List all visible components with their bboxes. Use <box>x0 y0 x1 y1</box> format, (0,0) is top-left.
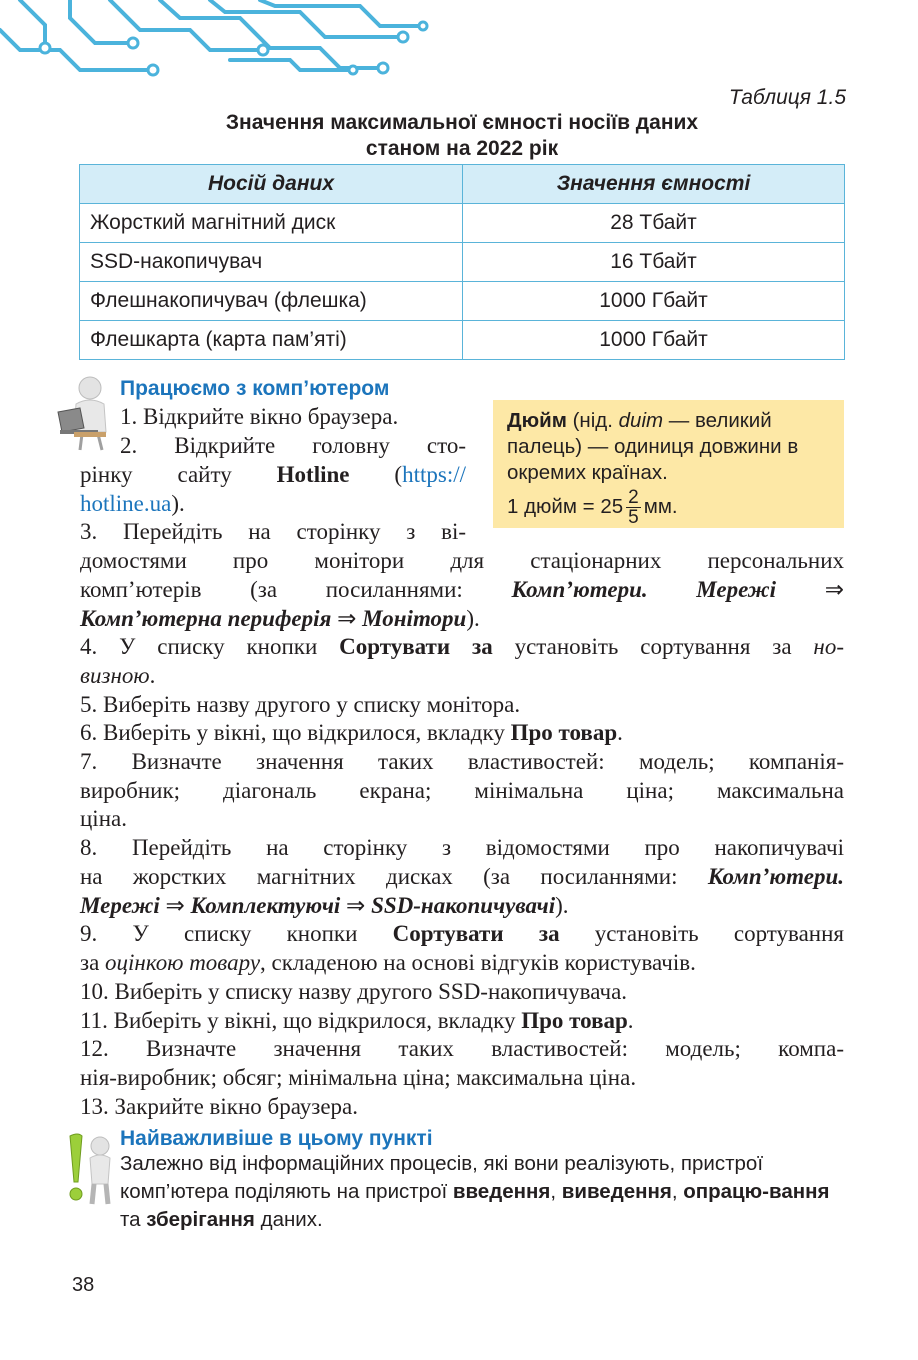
definition-term: Дюйм <box>507 409 567 432</box>
step-text: 10. Виберіть у списку назву другого SSD-накопичувача. <box>80 979 628 1004</box>
step-text: 7. Визначте значення таких властивостей: модель; компанія- <box>80 749 844 774</box>
step-text: . <box>627 1008 634 1033</box>
step-line <box>80 1094 844 1120</box>
step-text: Комп’ютери. <box>707 864 844 889</box>
step-text: Hotline <box>276 462 350 487</box>
step-line <box>80 864 844 890</box>
table-cell: 1000 Гбайт <box>463 321 845 360</box>
step-text: ). <box>466 606 480 631</box>
step-text: 2. Відкрийте головну сто- <box>120 433 466 458</box>
step-line <box>120 433 466 459</box>
step-text: ( <box>349 462 403 487</box>
table-caption: Таблиця 1.5 <box>728 86 846 109</box>
step-text: 8. Перейдіть на сторінку з відомостями про накопичувачі <box>80 835 844 860</box>
table-row <box>80 321 845 360</box>
step-text: Мережі <box>80 893 160 918</box>
definition-foreign-word: duim <box>618 409 664 432</box>
step-text: Сортувати за <box>392 921 560 946</box>
step-line <box>80 720 844 746</box>
step-text: Комп’ютерна периферія <box>80 606 332 631</box>
step-text: установіть сортування <box>559 921 845 946</box>
table-cell: Флешнакопичувач (флешка) <box>80 282 463 321</box>
step-line <box>80 835 844 861</box>
step-text: 13. Закрийте вікно браузера. <box>80 1094 359 1119</box>
step-line <box>120 404 466 430</box>
summary-text-part: , <box>550 1180 562 1203</box>
step-line <box>80 749 844 775</box>
step-text: за <box>80 950 106 975</box>
step-text: ). <box>555 893 569 918</box>
step-text: домостями про монітори для стаціонарних персональних <box>80 548 844 573</box>
table-cell: 1000 Гбайт <box>463 282 845 321</box>
step-line <box>80 893 844 919</box>
step-text: Про товар <box>510 720 618 745</box>
summary-text-part: , <box>671 1180 684 1203</box>
fraction-denominator: 5 <box>628 507 639 528</box>
step-line <box>80 491 466 517</box>
formula-prefix: 1 дюйм = 25 <box>507 494 624 518</box>
table-cell: 28 Тбайт <box>463 204 845 243</box>
step-text: нія-виробник; обсяг; мінімальна ціна; максимальна ціна. <box>80 1065 637 1090</box>
step-text: Комп’ютери. Мережі <box>511 577 777 602</box>
step-text: , складеною на основі відгуків користувачів. <box>260 950 696 975</box>
step-text: 5. Виберіть назву другого у списку монітора. <box>80 692 521 717</box>
step-text: ⇒ <box>331 606 363 631</box>
step-text: ⇒ <box>776 577 844 602</box>
definition-text-part: (нід. <box>566 409 619 432</box>
summary-text <box>120 1150 850 1234</box>
person-at-laptop-icon <box>56 374 116 452</box>
step-text: рінку сайту <box>80 462 277 487</box>
summary-keyword: введення <box>452 1180 551 1203</box>
step-line <box>80 663 844 689</box>
step-text: установіть сортування за <box>492 634 814 659</box>
step-line <box>80 692 844 718</box>
step-text: . <box>149 663 156 688</box>
table-title-line-1: Значення максимальної ємності носіїв даних <box>225 111 699 134</box>
circuit-decoration <box>0 0 430 78</box>
step-line <box>80 1008 844 1034</box>
summary-keyword: зберігання <box>146 1208 255 1231</box>
table-cell: Жорсткий магнітний диск <box>80 204 463 243</box>
exclamation-person-icon <box>64 1132 116 1206</box>
step-text: SSD-накопичувачі <box>371 893 556 918</box>
step-line <box>80 577 844 603</box>
step-text: ⇒ <box>340 893 372 918</box>
step-text: 1. Відкрийте вікно браузера. <box>120 404 399 429</box>
step-text: визною <box>80 663 150 688</box>
step-line <box>80 519 466 545</box>
table-cell: Флешкарта (карта пам’яті) <box>80 321 463 360</box>
definition-text-part: — великий палець) — одиниця довжини в окремих країнах. <box>507 409 799 484</box>
step-text: комп’ютерів (за посиланнями: <box>80 577 512 602</box>
step-text: оцінкою товару <box>105 950 261 975</box>
step-text: 6. Виберіть у вікні, що відкрилося, вкладку <box>80 720 511 745</box>
formula-suffix: мм. <box>643 494 678 518</box>
capacity-table <box>79 164 845 360</box>
table-title-line-2: станом на 2022 рік <box>365 137 559 160</box>
summary-text-part: даних. <box>254 1208 323 1231</box>
step-text: 12. Визначте значення таких властивостей: модель; компа- <box>80 1036 844 1061</box>
step-text: ). <box>171 491 185 516</box>
table-row <box>80 204 845 243</box>
summary-text-part: та <box>120 1208 147 1231</box>
page-number: 38 <box>72 1274 95 1296</box>
table-header-row <box>80 165 845 204</box>
hotline-link[interactable]: hotline.ua <box>80 491 172 516</box>
step-line <box>80 778 844 804</box>
step-text: 4. У списку кнопки <box>80 634 340 659</box>
fraction-numerator: 2 <box>628 487 639 508</box>
summary-heading: Найважливіше в цьому пункті <box>120 1127 433 1150</box>
hotline-link[interactable]: https:// <box>402 462 466 487</box>
step-text: Про товар <box>521 1008 628 1033</box>
step-text: но- <box>813 634 844 659</box>
step-text: Комплектуючі <box>190 893 341 918</box>
step-text: ціна. <box>80 806 127 831</box>
step-line <box>80 462 466 488</box>
step-line <box>80 548 844 574</box>
table-row <box>80 243 845 282</box>
summary-keyword: виведення <box>561 1180 672 1203</box>
step-text: 3. Перейдіть на сторінку з ві- <box>80 519 466 544</box>
fraction <box>626 488 641 527</box>
inch-formula <box>507 488 837 527</box>
step-line <box>80 606 844 632</box>
step-text: Монітори <box>362 606 467 631</box>
step-text: виробник; діагональ екрана; мінімальна ціна; максимальна <box>80 778 844 803</box>
column-header-capacity: Значення ємності <box>463 165 845 204</box>
summary-text-part: Залежно від інформаційних процесів, які вони реалізують, пристрої комп’ютера поділяють на пристрої <box>120 1152 764 1203</box>
step-line <box>80 979 844 1005</box>
table-row <box>80 282 845 321</box>
step-line <box>80 921 844 947</box>
step-text: Сортувати за <box>339 634 493 659</box>
step-line <box>80 950 844 976</box>
step-line <box>80 1036 844 1062</box>
step-line <box>80 806 844 832</box>
step-text: ⇒ <box>159 893 191 918</box>
table-title <box>80 110 844 162</box>
summary-keyword: опрацю-вання <box>683 1180 830 1203</box>
table-cell: 16 Тбайт <box>463 243 845 282</box>
table-cell: SSD-накопичувач <box>80 243 463 282</box>
step-line <box>80 634 844 660</box>
step-text: . <box>617 720 623 745</box>
step-line <box>80 1065 844 1091</box>
step-text: на жорстких магнітних дисках (за посиланнями: <box>80 864 708 889</box>
practice-heading: Працюємо з комп’ютером <box>120 377 390 400</box>
definition-text <box>507 408 837 527</box>
step-text: 9. У списку кнопки <box>80 921 393 946</box>
column-header-medium: Носій даних <box>80 165 463 204</box>
step-text: 11. Виберіть у вікні, що відкрилося, вкладку <box>80 1008 522 1033</box>
